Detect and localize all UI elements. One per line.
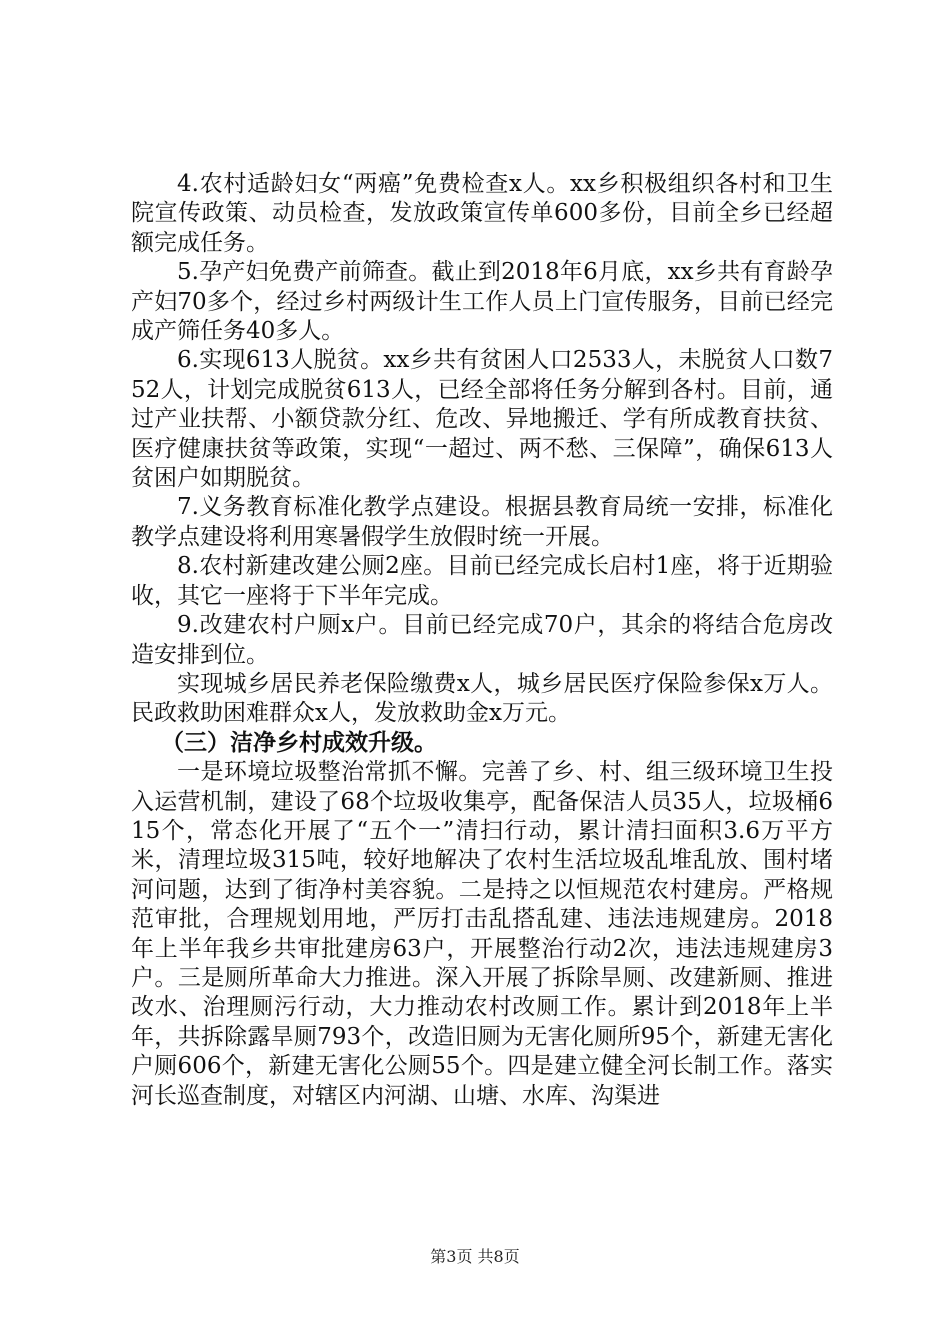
document-body <box>131 170 833 1111</box>
paragraph-item-7: 7.义务教育标准化教学点建设。根据县教育局统一安排，标准化教学点建设将利用寒暑假学生放假时统一开展。 <box>131 494 833 550</box>
paragraph-item-4: 4.农村适龄妇女“两癌”免费检查x人。xx乡积极组织各村和卫生院宣传政策、动员检查，发放政策宣传单600多份，目前全乡已经超额完成任务。 <box>131 171 833 256</box>
paragraph-insurance: 实现城乡居民养老保险缴费x人，城乡居民医疗保险参保x万人。民政救助困难群众x人，发放救助金x万元。 <box>131 670 833 727</box>
paragraph-item-6: 6.实现613人脱贫。xx乡共有贫困人口2533人，未脱贫人口数752人，计划完成脱贫613人，已经全部将任务分解到各村。目前，通过产业扶帮、小额贷款分红、危改、异地搬迁、学有所成教育扶贫、医疗健康扶贫等政策，实现“一超过、两不愁、三保障”，确保613人贫困户如期脱贫。 <box>131 347 833 492</box>
section-paragraph: 一是环境垃圾整治常抓不懈。完善了乡、村、组三级环境卫生投入运营机制，建设了68个垃圾收集亭，配备保洁人员35人，垃圾桶615个，常态化开展了“五个一”清扫行动，累计清扫面积3.6万平方米，清理垃圾315吨，较好地解决了农村生活垃圾乱堆乱放、围村堵河问题，达到了街净村美容貌。二是持之以恒规范农村建房。严格规范审批，合理规划用地，严厉打击乱搭乱建、违法违规建房。2018年上半年我乡共审批建房63户，开展整治行动2次，违法违规建房3户。三是厕所革命大力推进。深入开展了拆除旱厕、改建新厕、推进改水、治理厕污行动，大力推动农村改厕工作。累计到2018年上半年，共拆除露旱厕793个，改造旧厕为无害化厕所95个，新建无害化户厕606个，新建无害化公厕55个。四是建立健全河长制工作。落实河长巡查制度，对辖区内河湖、山塘、水库、沟渠进 <box>131 759 833 1109</box>
page-footer: 第3页 共8页 <box>430 1247 520 1266</box>
section-heading: （三）洁净乡村成效升级。 <box>161 729 437 756</box>
paragraph-item-5: 5.孕产妇免费产前筛查。截止到2018年6月底，xx乡共有育龄孕产妇70多个，经过乡村两级计生工作人员上门宣传服务，目前已经完成产筛任务40多人。 <box>131 259 833 345</box>
paragraph-item-8: 8.农村新建改建公厕2座。目前已经完成长启村1座，将于近期验收，其它一座将于下半年完成。 <box>131 553 833 609</box>
paragraph-item-9: 9.改建农村户厕x户。目前已经完成70户，其余的将结合危房改造安排到位。 <box>131 612 833 668</box>
